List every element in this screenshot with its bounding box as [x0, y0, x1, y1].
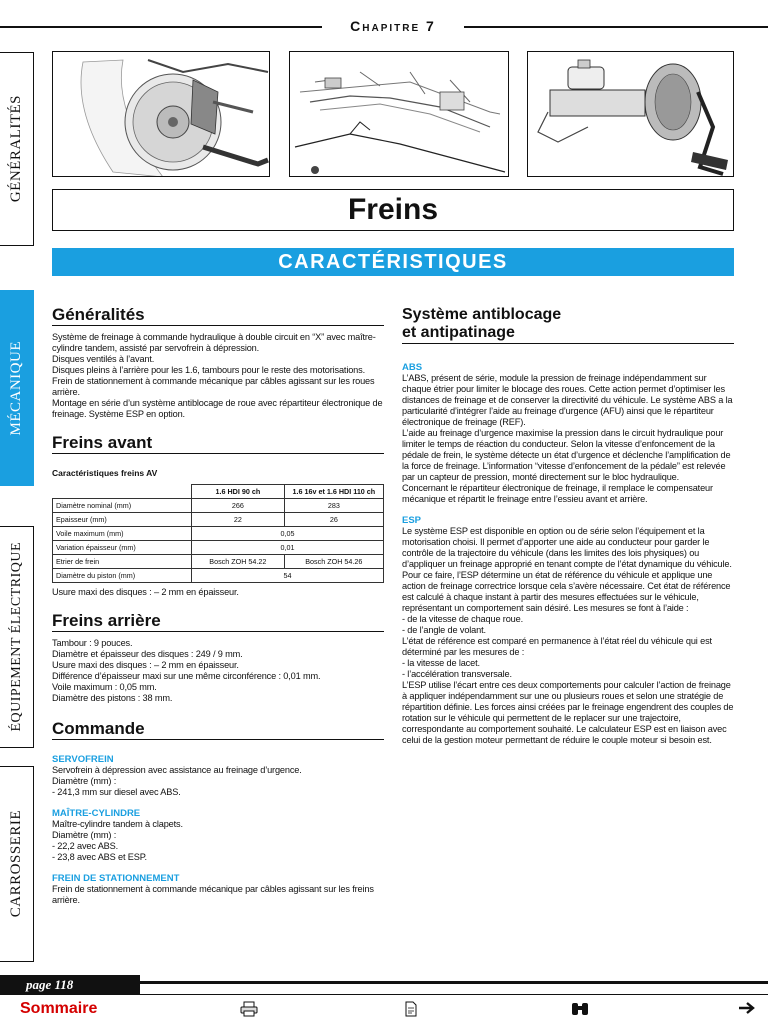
- paragraph: Pour ce faire, l’ESP détermine un état de référence du véhicule et applique une action de freinage correctrice lorsque cela s’avère nécessaire. Cet état de référence est calculé à chaque instant à partir des mesures effectuées sur le véhicule, représentant un comportement sain désiré. Les mesures se font à l’aide :: [402, 570, 731, 613]
- paragraph: Différence d’épaisseur maxi sur une même circonférence : 0,01 mm.: [52, 671, 321, 681]
- tab-equipement-electrique[interactable]: [0, 526, 34, 748]
- paragraph: Système de freinage à commande hydraulique à double circuit en “X” avec maître-cylindre tandem, assisté par servofrein à dépression.: [52, 332, 376, 353]
- heading-freins-arriere: Freins arrière: [52, 612, 384, 632]
- row-label: Epaisseur (mm): [53, 513, 192, 527]
- section-banner-label: CARACTÉRISTIQUES: [278, 250, 508, 273]
- paragraph: Frein de stationnement à commande mécanique par câbles agissant sur les roues arrière.: [52, 376, 375, 397]
- page-title: Freins: [347, 193, 439, 226]
- paragraph: L’ESP utilise l’écart entre ces deux comportements pour calculer l’action de freinage à appliquer indépendamment sur une ou plusieurs roues et selon une stratégie de répartition définie. Les forces ainsi créées par le freinage engendrent des couples de rotation sur le véhicule qui permettent de le replacer sur une trajectoire, correspondante au comportement souhaité. Le calculateur ESP est en liaison avec celui de la gestion moteur permettant de réduire le couple moteur si besoin est.: [402, 680, 734, 745]
- table-header-cell: [53, 485, 192, 499]
- subheading-frein-stationnement: FREIN DE STATIONNEMENT: [52, 873, 180, 884]
- paragraph: Le système ESP est disponible en option ou de série selon l’équipement et la motorisation choisi. Il permet d’apporter une aide au conducteur pour garder le contrôle de la trajectoire du véhicule (dans les limites des lois physiques) ou d’appliquer un freinage approprié en tenant compte de l’état dynamique du véhicule.: [402, 526, 732, 569]
- paragraph: Tambour : 9 pouces.: [52, 638, 133, 648]
- tab-mecanique[interactable]: [0, 290, 34, 486]
- table-row: [53, 569, 384, 583]
- brake-circuit-illustration: [289, 51, 509, 177]
- table-title: Caractéristiques freins AV: [52, 468, 158, 478]
- footer-rule-thin: [140, 994, 768, 995]
- paragraph: Voile maximum : 0,05 mm.: [52, 682, 157, 692]
- page-title-box: [52, 189, 734, 231]
- paragraph: L’état de référence est comparé en permanence à l’état réel du véhicule qui est déterminé par les mesures de :: [402, 636, 712, 657]
- generalites-body: [52, 332, 384, 420]
- tab-mecanique-label: MÉCANIQUE: [8, 340, 24, 436]
- heading-freins-avant: Freins avant: [52, 434, 384, 454]
- paragraph: L’ABS, présent de série, module la pression de freinage indépendamment sur chaque étrier pour limiter le blocage des roues. Cette action permet d’optimiser les distances de freinage et de conserver la directivité du véhicule. Le système ABS a la particularité d’intégrer l’aide au freinage d’urgence (AFU) ainsi que le répartiteur électronique de freinage (REF).: [402, 373, 733, 427]
- table-header-cell: 1.6 16v et 1.6 HDI 110 ch: [284, 485, 383, 499]
- tab-carrosserie-label: CARROSSERIE: [8, 810, 24, 918]
- cell-value: 26: [284, 513, 383, 527]
- heading-antiblocage-line1: Système antiblocage: [402, 306, 562, 323]
- table-row: [53, 499, 384, 513]
- cell-value: 0,05: [192, 527, 384, 541]
- cell-value: Bosch ZOH 54.26: [284, 555, 383, 569]
- paragraph: - la vitesse de lacet.: [402, 658, 480, 668]
- binoculars-icon[interactable]: [570, 1001, 590, 1022]
- chapter-title: Chapitre 7: [322, 18, 464, 34]
- page-number: page 118: [0, 975, 140, 995]
- row-label: Diamètre nominal (mm): [53, 499, 192, 513]
- cell-value: 22: [192, 513, 285, 527]
- subheading-esp: ESP: [402, 515, 422, 526]
- brake-disc-illustration: [52, 51, 270, 177]
- disc-wear-note: Usure maxi des disques : – 2 mm en épaisseur.: [52, 587, 239, 597]
- subheading-abs: ABS: [402, 362, 423, 373]
- sommaire-link[interactable]: Sommaire: [20, 1000, 98, 1017]
- paragraph: Maître-cylindre tandem à clapets.: [52, 819, 183, 829]
- paragraph: - 22,2 avec ABS.: [52, 841, 119, 851]
- left-column: [52, 306, 384, 906]
- row-label: Diamètre du piston (mm): [53, 569, 192, 583]
- tab-equipement-electrique-label: ÉQUIPEMENT ÉLECTRIQUE: [8, 542, 24, 732]
- paragraph: - de l’angle de volant.: [402, 625, 486, 635]
- subheading-maitre-cylindre: MAÎTRE-CYLINDRE: [52, 808, 141, 819]
- table-row: [53, 541, 384, 555]
- paragraph: - 241,3 mm sur diesel avec ABS.: [52, 787, 181, 797]
- paragraph: Disques ventilés à l’avant.: [52, 354, 155, 364]
- heading-antiblocage-line2: et antipatinage: [402, 324, 515, 341]
- table-row: [53, 527, 384, 541]
- heading-generalites: Généralités: [52, 306, 384, 326]
- table-header-cell: 1.6 HDI 90 ch: [192, 485, 285, 499]
- paragraph: Concernant le répartiteur électronique de freinage, il remplace le compensateur mécanique et répartit le freinage entre l’essieu avant et arrière.: [402, 483, 713, 504]
- paragraph: - de la vitesse de chaque roue.: [402, 614, 523, 624]
- paragraph: - 23,8 avec ABS et ESP.: [52, 852, 147, 862]
- row-label: Variation épaisseur (mm): [53, 541, 192, 555]
- table-row: [53, 513, 384, 527]
- heading-commande: Commande: [52, 720, 384, 740]
- tab-generalites-label: GÉNÉRALITÉS: [8, 95, 24, 203]
- paragraph: Servofrein à dépression avec assistance au freinage d’urgence.: [52, 765, 302, 775]
- table-header-row: [53, 485, 384, 499]
- brake-booster-illustration: [527, 51, 734, 177]
- heading-antiblocage: [402, 306, 734, 344]
- paragraph: Montage en série d’un système antiblocage de roue avec répartiteur électronique de freinage. Système ESP en option.: [52, 398, 383, 419]
- cell-value: 54: [192, 569, 384, 583]
- right-column: [402, 306, 734, 746]
- cell-value: Bosch ZOH 54.22: [192, 555, 285, 569]
- cell-value: 0,01: [192, 541, 384, 555]
- front-brakes-table: [52, 484, 384, 583]
- print-icon[interactable]: [240, 1001, 258, 1022]
- section-banner: [52, 248, 734, 276]
- tab-carrosserie[interactable]: [0, 766, 34, 962]
- row-label: Voile maximum (mm): [53, 527, 192, 541]
- paragraph: Diamètre (mm) :: [52, 776, 117, 786]
- subheading-servofrein: SERVOFREIN: [52, 754, 114, 765]
- paragraph: Diamètre des pistons : 38 mm.: [52, 693, 173, 703]
- document-icon[interactable]: [404, 1001, 418, 1022]
- paragraph: Usure maxi des disques : – 2 mm en épaisseur.: [52, 660, 239, 670]
- paragraph: Diamètre (mm) :: [52, 830, 117, 840]
- next-arrow-icon[interactable]: [738, 1001, 756, 1020]
- cell-value: 266: [192, 499, 285, 513]
- row-label: Etrier de frein: [53, 555, 192, 569]
- paragraph: L’aide au freinage d’urgence maximise la pression dans le circuit hydraulique pour limiter le temps de réaction du conducteur. Selon la vitesse d’enfoncement de la pédale de frein, le système détecte un état d’urgence et déclenche l’amplification de la force de freinage. L’information “vitesse d’enfoncement de la pédale” est relevée par un capteur de pression, monté directement sur le bloc hydraulique.: [402, 428, 731, 482]
- table-row: [53, 555, 384, 569]
- cell-value: 283: [284, 499, 383, 513]
- paragraph: Diamètre et épaisseur des disques : 249 / 9 mm.: [52, 649, 243, 659]
- tab-generalites[interactable]: [0, 52, 34, 246]
- paragraph: Frein de stationnement à commande mécanique par câbles agissant sur les freins arrière.: [52, 884, 374, 905]
- paragraph: - l’accélération transversale.: [402, 669, 512, 679]
- paragraph: Disques pleins à l’arrière pour les 1.6, tambours pour le reste des motorisations.: [52, 365, 365, 375]
- freins-arriere-body: [52, 638, 384, 704]
